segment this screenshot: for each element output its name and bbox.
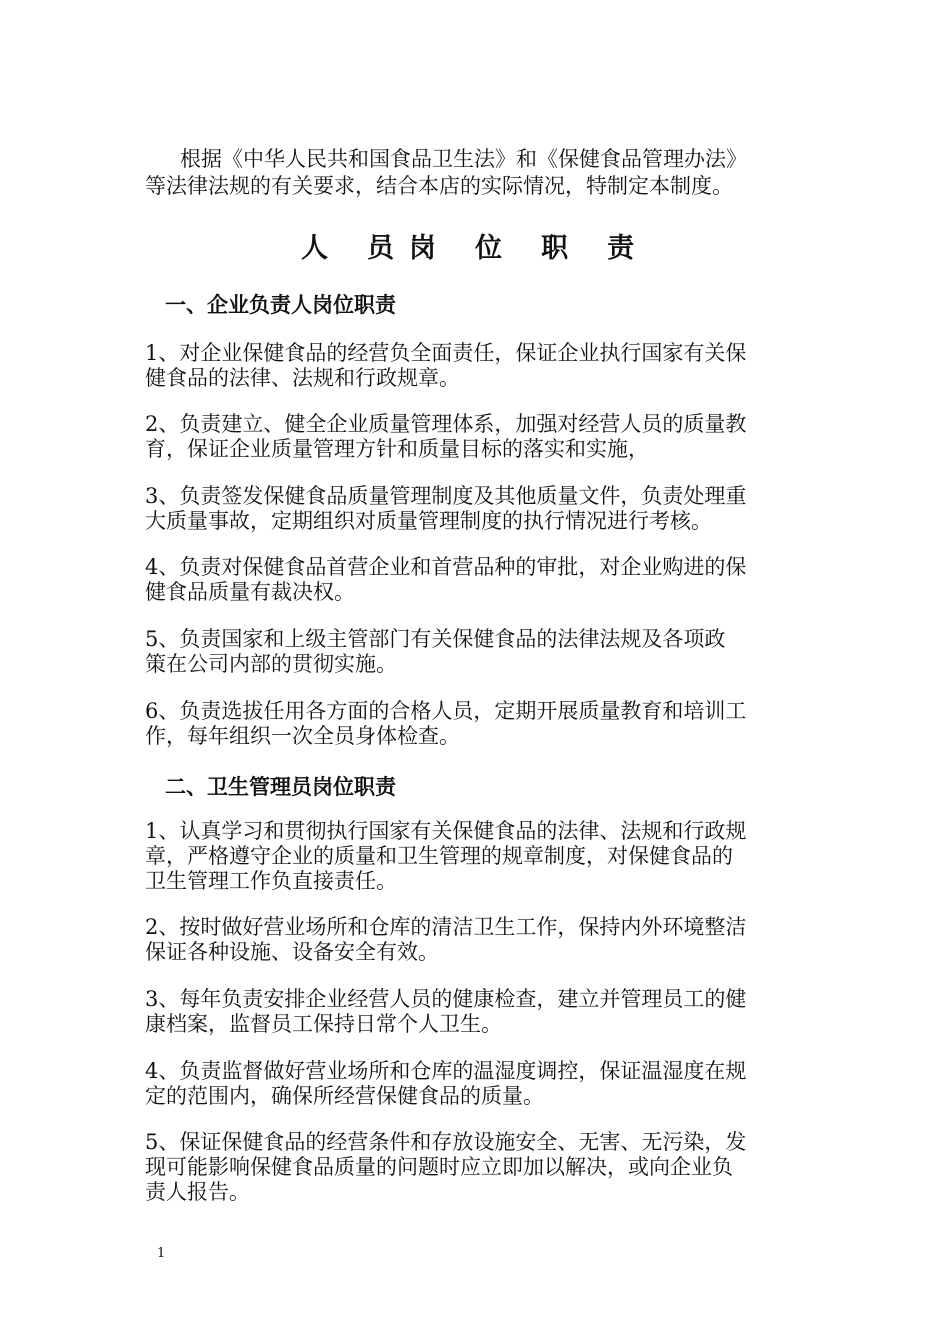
item-line: 策在公司内部的贯彻实施。 — [145, 652, 397, 676]
page-title: 人 员岗 位 职 责 — [300, 233, 650, 264]
list-item — [145, 341, 815, 391]
item-line: 育，保证企业质量管理方针和质量目标的落实和实施， — [145, 437, 649, 461]
item-line: 4、负责对保健食品首营企业和首营品种的审批，对企业购进的保 — [145, 555, 747, 579]
item-line: 保证各种设施、设备安全有效。 — [145, 940, 439, 964]
item-line: 责人报告。 — [145, 1180, 250, 1204]
item-line: 4、负责监督做好营业场所和仓库的温湿度调控，保证温湿度在规 — [145, 1059, 747, 1083]
item-line: 6、负责选拔任用各方面的合格人员，定期开展质量教育和培训工 — [145, 699, 747, 723]
item-line: 3、负责签发保健食品质量管理制度及其他质量文件，负责处理重 — [145, 484, 747, 508]
list-item — [145, 627, 815, 677]
list-item — [145, 484, 815, 534]
intro-line: 根据《中华人民共和国食品卫生法》和《保健食品管理办法》 — [180, 147, 747, 171]
item-line: 2、负责建立、健全企业质量管理体系，加强对经营人员的质量教 — [145, 412, 747, 436]
item-line: 定的范围内，确保所经营保健食品的质量。 — [145, 1084, 544, 1108]
list-item — [145, 699, 815, 749]
item-line: 健食品质量有裁决权。 — [145, 580, 355, 604]
section-heading-2: 二、卫生管理员岗位职责 — [165, 775, 396, 799]
list-item — [145, 412, 815, 462]
intro-line: 等法律法规的有关要求，结合本店的实际情况，特制定本制度。 — [145, 174, 733, 198]
list-item — [145, 915, 815, 965]
item-line: 3、每年负责安排企业经营人员的健康检查，建立并管理员工的健 — [145, 987, 747, 1011]
item-line: 作，每年组织一次全员身体检查。 — [145, 724, 460, 748]
list-item — [145, 987, 815, 1037]
list-item — [145, 1130, 815, 1205]
item-line: 卫生管理工作负直接责任。 — [145, 869, 397, 893]
item-line: 5、保证保健食品的经营条件和存放设施安全、无害、无污染，发 — [145, 1130, 747, 1154]
page-number: 1 — [157, 1246, 166, 1261]
item-line: 5、负责国家和上级主管部门有关保健食品的法律法规及各项政 — [145, 627, 726, 651]
item-line: 大质量事故，定期组织对质量管理制度的执行情况进行考核。 — [145, 509, 712, 533]
item-line: 1、认真学习和贯彻执行国家有关保健食品的法律、法规和行政规 — [145, 819, 747, 843]
item-line: 1、对企业保健食品的经营负全面责任，保证企业执行国家有关保 — [145, 341, 747, 365]
intro-paragraph — [145, 146, 810, 200]
list-item — [145, 1059, 815, 1109]
list-item — [145, 819, 815, 894]
list-item — [145, 555, 815, 605]
item-line: 健食品的法律、法规和行政规章。 — [145, 366, 460, 390]
section-heading-1: 一、企业负责人岗位职责 — [165, 293, 396, 317]
item-line: 现可能影响保健食品质量的问题时应立即加以解决，或向企业负 — [145, 1155, 733, 1179]
item-line: 康档案，监督员工保持日常个人卫生。 — [145, 1012, 502, 1036]
item-line: 章，严格遵守企业的质量和卫生管理的规章制度，对保健食品的 — [145, 844, 733, 868]
item-line: 2、按时做好营业场所和仓库的清洁卫生工作，保持内外环境整洁 — [145, 915, 747, 939]
